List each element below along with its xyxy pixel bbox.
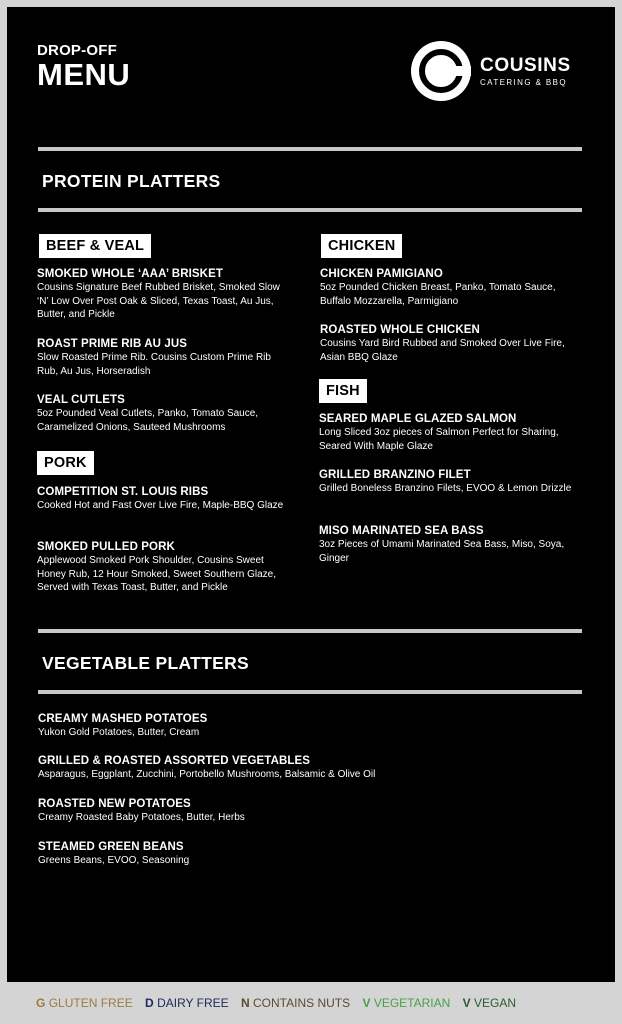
item-name: CREAMY MASHED POTATOES (38, 713, 208, 725)
menu-item (38, 840, 578, 868)
legend-code: V (462, 996, 471, 1010)
menu-item (37, 540, 287, 595)
menu-item (37, 393, 287, 434)
protein-section-title: PROTEIN PLATTERS (42, 171, 221, 191)
item-name: ROAST PRIME RIB AU JUS (37, 338, 188, 350)
dietary-legend (36, 996, 525, 1010)
item-name: ROASTED WHOLE CHICKEN (320, 324, 480, 336)
item-desc: Cousins Yard Bird Rubbed and Smoked Over Live Fire, Asian BBQ Glaze (320, 338, 565, 363)
item-name: MISO MARINATED SEA BASS (319, 525, 484, 537)
menu-item (37, 337, 287, 378)
menu-item (319, 524, 587, 565)
item-name: ROASTED NEW POTATOES (38, 798, 191, 810)
item-desc: Applewood Smoked Pork Shoulder, Cousins Sweet Honey Rub, 12 Hour Smoked, Sweet Southern Glaze, Served with Texas Toast, Butter, and Pickle (37, 555, 277, 593)
divider (38, 208, 582, 212)
item-desc: Yukon Gold Potatoes, Butter, Cream (38, 727, 200, 738)
title-line1: DROP-OFF (37, 42, 117, 59)
item-name: SEARED MAPLE GLAZED SALMON (319, 413, 517, 425)
legend-code: G (36, 996, 46, 1010)
menu-item (320, 323, 585, 364)
item-desc: Asparagus, Eggplant, Zucchini, Portobello Mushrooms, Balsamic & Olive Oil (38, 769, 376, 780)
legend-contains-nuts (241, 996, 350, 1010)
item-desc: Cousins Signature Beef Rubbed Brisket, Smoked Slow ‘N’ Low Over Post Oak & Sliced, Texas Toast, Au Jus, Butter, and Pickle (37, 282, 280, 320)
menu-item (319, 468, 587, 496)
legend-label: VEGETARIAN (373, 996, 451, 1010)
item-desc: Cooked Hot and Fast Over Live Fire, Maple-BBQ Glaze (37, 500, 284, 511)
item-name: CHICKEN PAMIGIANO (320, 268, 443, 280)
menu-item (37, 267, 287, 322)
item-desc: Grilled Boneless Branzino Filets, EVOO & Lemon Drizzle (319, 483, 572, 494)
beef-veal-badge: BEEF & VEAL (39, 234, 151, 258)
menu-item (320, 267, 585, 308)
legend-label: VEGAN (474, 996, 517, 1010)
logo-name: COUSINS (480, 55, 571, 76)
chicken-badge: CHICKEN (321, 234, 402, 258)
item-desc: 5oz Pounded Veal Cutlets, Panko, Tomato Sauce, Caramelized Onions, Sauteed Mushrooms (37, 408, 259, 433)
legend-vegan (463, 996, 516, 1010)
menu-item (38, 797, 578, 825)
item-desc: 5oz Pounded Chicken Breast, Panko, Tomato Sauce, Buffalo Mozzarella, Parmigiano (320, 282, 556, 307)
menu-title (37, 43, 130, 90)
legend-vegetarian (362, 996, 450, 1010)
divider (38, 690, 582, 694)
legend-code: V (362, 996, 371, 1010)
item-name: GRILLED & ROASTED ASSORTED VEGETABLES (38, 755, 311, 767)
item-desc: Creamy Roasted Baby Potatoes, Butter, Herbs (38, 812, 245, 823)
menu-item (37, 485, 287, 513)
legend-dairy-free (145, 996, 229, 1010)
vegetable-section-title: VEGETABLE PLATTERS (42, 653, 249, 673)
item-name: VEAL CUTLETS (37, 394, 125, 406)
menu-item (38, 754, 578, 782)
item-name: SMOKED PULLED PORK (37, 541, 175, 553)
title-line2: MENU (37, 57, 131, 92)
divider (38, 147, 582, 151)
menu-item (319, 412, 587, 453)
cousins-logo-icon (410, 40, 472, 102)
fish-badge: FISH (319, 379, 367, 403)
legend-gluten-free (36, 996, 133, 1010)
legend-label: DAIRY FREE (157, 996, 229, 1010)
item-desc: Slow Roasted Prime Rib. Cousins Custom Prime Rib Rub, Au Jus, Horseradish (37, 352, 271, 377)
menu-board (7, 7, 615, 982)
menu-item (38, 712, 578, 740)
legend-label: GLUTEN FREE (48, 996, 133, 1010)
item-name: SMOKED WHOLE ‘AAA’ BRISKET (37, 268, 223, 280)
divider (38, 629, 582, 633)
legend-code: N (240, 996, 250, 1010)
item-desc: Long Sliced 3oz pieces of Salmon Perfect for Sharing, Seared With Maple Glaze (319, 427, 559, 452)
item-name: COMPETITION ST. LOUIS RIBS (37, 486, 209, 498)
legend-label: CONTAINS NUTS (253, 996, 351, 1010)
item-name: GRILLED BRANZINO FILET (319, 469, 471, 481)
item-name: STEAMED GREEN BEANS (38, 841, 184, 853)
logo-subtitle: CATERING & BBQ (480, 78, 568, 87)
item-desc: 3oz Pieces of Umami Marinated Sea Bass, Miso, Soya, Ginger (319, 539, 565, 564)
pork-badge: PORK (37, 451, 94, 475)
cousins-logo (410, 40, 610, 102)
item-desc: Greens Beans, EVOO, Seasoning (38, 855, 190, 866)
legend-code: D (145, 996, 154, 1010)
